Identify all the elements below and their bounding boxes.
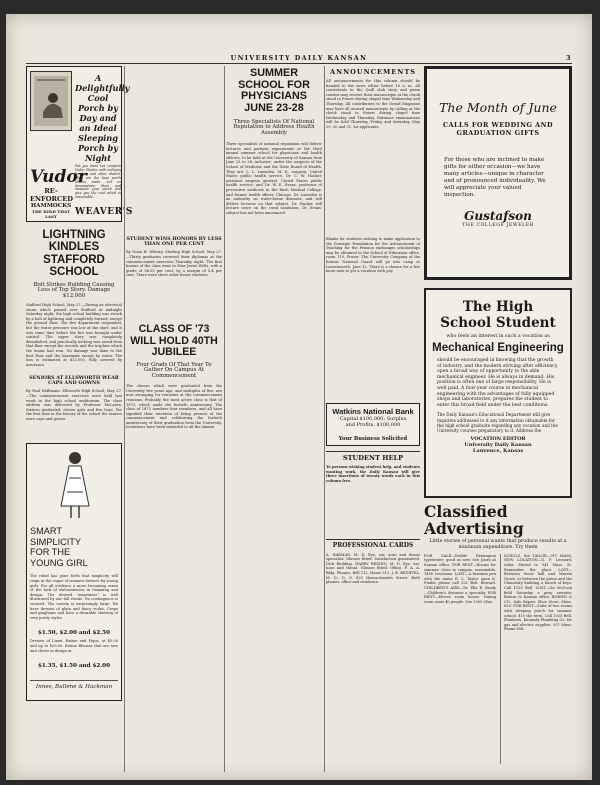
lightning-headline: LIGHTNING KINDLES STAFFORD SCHOOL — [42, 229, 106, 279]
column-rule — [224, 66, 225, 772]
classified-body: FOR SALE—Visible Remington typewriter; good as new. See Jones at Kansan office. FOR RENT—Rooms for summer, close to campus, reasonable. 1400 Louisiana. LOST—A fountain pen with the name R. L. Taylor upon it. Finder please call 321 Bell. Reward. CHILDREN'S AIRS—Dr. Ella E. Brady—Children's diseases a specialty. FOR RENT—Eleven room house. Dining room seats 40 people. See 1309 Ohio. — [424, 553, 496, 604]
watkins-title: Watkins National Bank — [332, 407, 414, 417]
june-line1: CALLS FOR WEDDING AND — [443, 121, 553, 129]
seniors-body: By Paul Hoffmann. Ellsworth High School, May 27.—The commencement exercises were held last week in the high school auditorium. The class address was delivered by Professor McLaren. Sixteen graduated, eleven girls and five boys. For the first time in the history of the school the seniors wore caps and gowns. — [26, 389, 122, 422]
masthead-title: UNIVERSITY DAILY KANSAN — [230, 54, 368, 62]
summer-school-headline: SUMMER SCHOOL FOR PHYSICIANS JUNE 23-28 — [238, 67, 310, 114]
watkins-profits: and Profits, $100,000 — [345, 422, 401, 429]
classified-headline: Classified Advertising — [424, 502, 524, 538]
announcements-body: All announcements for this column should be handed to the news editor before 10 a. m. All contestants in the Quill club story and poem contest may receive their manuscripts at the check stand in Fraser during chapel time Wednesday and Thursday. All contributors to the Oread Magazine may have all unused manuscripts by calling at the check stand in Fraser during chapel time Wednesday and Thursday. Entrance examinations will be held Thursday, Friday and Saturday, May 29, 30 and 31, for applicants. — [326, 79, 420, 130]
classified-columns — [424, 554, 572, 764]
student-help-headline: STUDENT HELP — [326, 451, 420, 462]
smart-price1: $1.50, $2.00 and $2.50 — [38, 630, 110, 637]
newspaper-page — [6, 14, 592, 780]
class73-subhead: Four Grads Of That Year To Gather On Campus At Commencement — [136, 361, 212, 380]
student-wins-headline: STUDENT WINS HONORS BY LESS THAN ONE PER CENT — [126, 236, 222, 248]
watkins-bank-ad — [326, 403, 420, 446]
weavers-store: WEAVER'S — [75, 207, 133, 217]
class73-body: The classes which were graduated from the University five years ago, and multiples of five, are now arranging for reunions at the commencement reunions. Probably the most active class is that of 1873, which made the fortieth anniversary. The class of 1873 numbers four members, and all have signified their intention of being present at the commencement and celebrating the fortieth anniversary of their graduation from the University. Invitations have been extended to all the alumni. — [126, 384, 222, 430]
vudor-brand-block — [30, 167, 87, 219]
vudor-sub2: HAMMOCKS — [30, 203, 72, 209]
smart-line3: FOR THE — [30, 547, 71, 558]
ads-column — [424, 66, 572, 764]
vudor-brand: Vudor — [30, 167, 87, 187]
student-help-body: To persons wishing student help, and students wanting work, the Daily Kansan will give three insertions of twenty words each in this column free. — [326, 465, 420, 483]
summer-school-body: Three specialists of national reputation will deliver lectures and perform experiments at the third annual summer school for physicians and health officers, to be held at the University of Kansas from June 23 to 28, inclusive, under the auspices of the School of Medicine and the State Board of Health. They are: L. L. Lumsden, M. D., surgeon, United States public health service, Dr. C. W. Hacker, assistant surgeon general, United States public health service, and Dr. W. E. Evans, professor of preventive medicine in the Rush Medical College, and former health officer, Chicago. Dr. Lumsden is an authority on water-borne diseases, and will deliver lectures on that subject. Dr. Hacker will lecture twice on the rural sanitation. Dr. Evans' subject has not been announced. — [226, 142, 322, 216]
gustafson-sub: THE COLLEGE JEWELER — [462, 223, 534, 228]
column-rule — [124, 66, 125, 772]
high-footer1: VOCATION EDITOR — [470, 436, 526, 443]
announcements-column — [326, 66, 420, 703]
smart-price2: $1.35, $1.50 and $2.00 — [38, 663, 110, 670]
column-rule — [324, 66, 325, 772]
high-body: should be encouraged in knowing that the growth of industry, and the modern striving after efficiency, open a broad way of opportunity to the able mechanical engineer. He is always in demand. His position is often one of large responsibility. He is well paid. A four-year course in mechanical engineering with the advantages of fully equipped shops and laboratories, prepares the student to enter this broad field under the best conditions. — [437, 358, 559, 408]
vudor-ad — [26, 66, 133, 222]
high-mid: who feels an interest in such a vocation as — [446, 334, 550, 339]
high-line1: The High — [462, 299, 534, 315]
vudor-body: Put you most not compare Vudor Shades with ordinary Bamboo and other shades. They are the best porch shades made. Let us demonstrate them and measure your porch and give you the cost which is reasonable. — [75, 164, 121, 200]
smart-line2: SIMPLICITY — [30, 536, 82, 547]
smart-title — [30, 526, 118, 568]
vudor-sub3: THE KIND THAT LAST — [32, 209, 70, 219]
high-mechanical: Mechanical Engineering — [432, 342, 564, 354]
smart-body: The relief has gone forth that simplicity will reign in the vogue of summer dresses for young girls. For all evidence a more becoming sense of the lack of elaborateness in trimming and design. The desired "smartness" is well illustrated by our fall stocks. No contingence is secured. The variety is surprisingly large. We have dresses of plain and fancy voiles, Crepe and ginghams and have a desirable showing of very pretty styles. — [30, 574, 118, 620]
high-school-ad — [424, 288, 572, 498]
vudor-headline: A Delightfully Cool Porch by Day and an Ideal Sleeping Porch by Night — [75, 73, 130, 163]
high-body2: The Daily Kansan's Educational Department will give inquiries addressed to it any information obtainable for the high school graduate regarding any vocation and the University courses preparatory to it. Address the — [437, 412, 559, 433]
watkins-capital: Capital $100,000; Surplus — [339, 416, 407, 423]
vudor-sub1: RE-ENFORCED — [30, 187, 73, 203]
column-1 — [26, 66, 133, 701]
porch-illustration — [30, 71, 72, 131]
watkins-slogan: Your Business Solicited — [338, 436, 408, 443]
column-2-top-spacer — [126, 66, 222, 234]
smart-line1: SMART — [30, 526, 62, 537]
lightning-subhead: Bolt Strikes Building Causing Loss of Top Story. Damage $12,000 — [33, 281, 115, 300]
young-girl-ad — [26, 443, 122, 701]
high-footer2: University Daily Kansan — [464, 442, 532, 449]
smart-body2: Dresses of Linen, Ratine and Pique, at $5.00 and up to $20.00. Ratine Blouses that are new and clever in design at — [30, 639, 118, 653]
june-body: For those who are inclined to make gifts for either occasion—we have many articles—unique in character and of pronounced individuality. We will appreciate your valued inspection. — [444, 157, 546, 198]
lightning-body: Stafford High School, May 27.—During an electrical storm which passed over Stafford at midnight Saturday night, the high school building was struck by a bolt of lightning and completely burned, except the ground floor. The fire department responded, but the water pressure was low at the start, and it was some time before the fire was brought under control. The upper story was completely demolished, and practically nothing was saved from that floor except the records and the trophies which the teams had won. No damage was done to the first floor and the basement except by water. The loss is estimated at $12,000, fully covered by insurance. — [26, 303, 122, 367]
seniors-headline: SENIORS AT ELLSWORTH WEAR CAPS AND GOWNS — [29, 375, 119, 387]
gustafson-ad — [424, 66, 572, 280]
gustafson-logo: Gustafson — [464, 209, 532, 223]
professional-cards-body: A. HARMAN, M. D. Eye, ear, nose and throat specialist. Glasses fitted. Satisfaction guaranteed. Dick Building. HARRY REDING, M. D. Eye, ear, nose and throat. Glasses fitted. Office, F. A. A. Bldg. Phones, Bell 112, Home 312. J. R. BECHTEL, M. D., D. O. 833 Massachusetts Street. Both phones, office and residence. — [326, 552, 420, 585]
summer-school-subhead: Three Specialists Of National Reputation to Address Health Assembly — [233, 118, 315, 137]
high-line2: School Student — [440, 315, 556, 331]
smart-line4: YOUNG GIRL — [30, 557, 88, 568]
classified-subhead: Little stories of personal wants that produce results at a minimum expenditure. Try them — [429, 539, 567, 550]
masthead-rule — [26, 63, 572, 64]
class73-headline: CLASS OF '73 WILL HOLD 40TH JUBILEE — [130, 323, 218, 359]
student-wins-body: By Nona H. Wherry. Sterling High School, May 27.—Thirty graduates received their diplomas at the commencement exercises Thursday night. The first honors of the class went to Miss Jessie Wells, with a grade of 94.55 per cent, by a margin of 0.4 per cent. There were three other honor students. — [126, 250, 222, 278]
high-footer3: Lawrence, Kansas — [472, 448, 524, 455]
girl-illustration — [45, 448, 105, 522]
june-line2: GRADUATION GIFTS — [456, 129, 540, 137]
column-3 — [226, 66, 322, 782]
classified-body2: SCHULZ, the TAILOR—911 MASS. NEW LOCATION—G. P. Leonard, tailor. Moved to 941 Mass. St. Remember the place. LOST—Between Snow hall and Marvin Grove, or between the green and the Chemistry building a bunch of keys. Call 1125 Bell. LOST—On McCook field Saturday a gray sweater. Return to Kansan office. BOWEN & CO., Sale Repair. Shoe Store, Mass. 839. FOR RENT—Suite of two rooms with sleeping porch for summer school. $10 the term. Call 1025 Bell. Plumbers. Kennedy Plumbing Co. for gas and electric supplies. 937 Mass. Phone 658. — [500, 554, 572, 764]
page-number: 3 — [566, 54, 572, 62]
signature-logo: Innes, Bullene & Hackman — [30, 680, 118, 690]
column-2 — [126, 66, 222, 754]
announcements-headline: ANNOUNCEMENTS — [330, 68, 416, 76]
masthead — [26, 54, 572, 62]
professional-cards-headline: PROFESSIONAL CARDS — [326, 539, 420, 549]
june-title: The Month of June — [439, 100, 557, 115]
announcements-body2: Blanks for students wishing to make application to the Carnegie Foundation for the Advancement of Teaching for the Pension exchanges scholarships may be obtained in the School of Education office, room 119, Fraser. The University Company of the Kansas National Guard will go into camp at Leavenworth, June 12. There is a chance for a few more men to get a vacation with pay. — [326, 237, 420, 274]
